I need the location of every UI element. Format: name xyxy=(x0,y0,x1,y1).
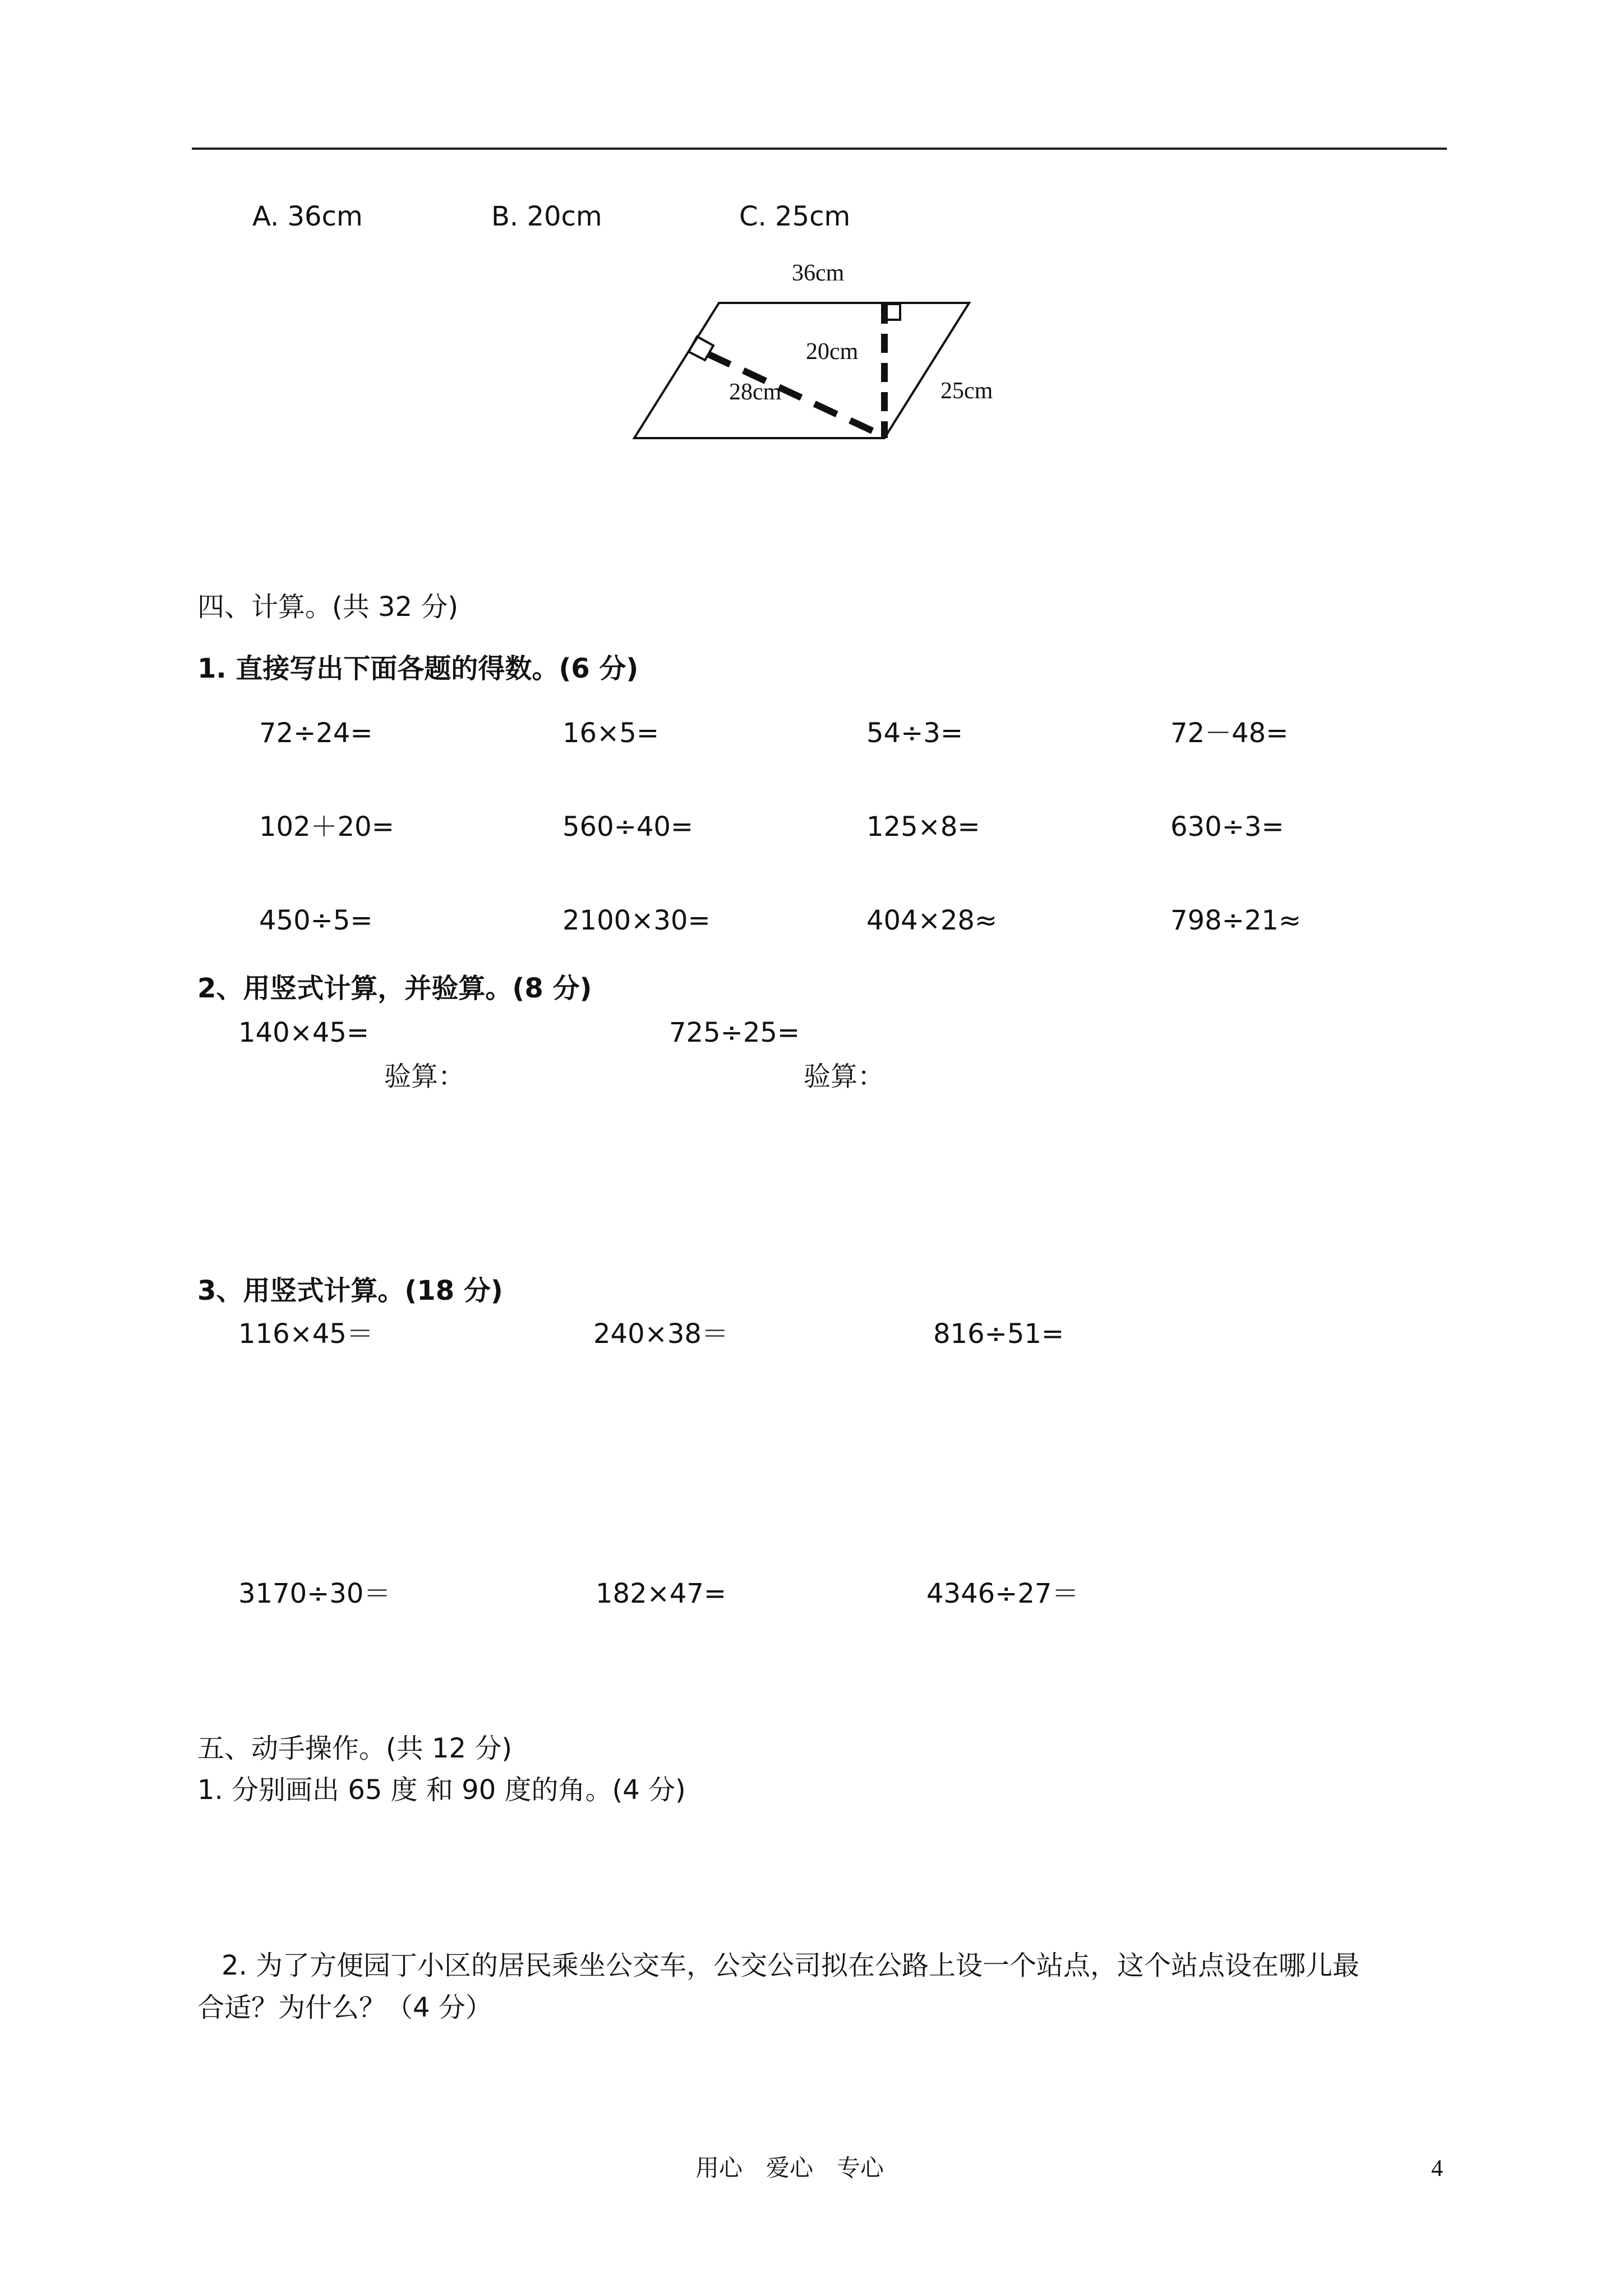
calc-cell: 630÷3= xyxy=(1170,811,1284,843)
label-20cm: 20cm xyxy=(806,339,859,365)
section5-q1: 1. 分别画出 65 度 和 90 度的角。(4 分) xyxy=(197,1774,686,1806)
calc-cell: 16×5= xyxy=(562,717,660,749)
q2-item-2: 725÷25= xyxy=(669,1017,800,1048)
label-25cm: 25cm xyxy=(940,378,993,404)
q3-item: 240×38＝ xyxy=(593,1318,728,1350)
section4-q3-title: 3、用竖式计算。(18 分) xyxy=(197,1275,503,1306)
option-c: C. 25cm xyxy=(739,201,851,232)
option-a: A. 36cm xyxy=(252,201,363,232)
section5-q2-line2: 合适？为什么？（4 分） xyxy=(197,1992,492,2023)
option-b: B. 20cm xyxy=(491,201,602,232)
q3-item: 182×47= xyxy=(596,1578,727,1609)
section4-q2-title: 2、用竖式计算，并验算。(8 分) xyxy=(197,973,592,1004)
calc-cell: 404×28≈ xyxy=(866,905,998,936)
calc-cell: 798÷21≈ xyxy=(1170,905,1302,936)
q3-item: 3170÷30＝ xyxy=(238,1578,391,1609)
section5-q2-line1: 2. 为了方便园丁小区的居民乘坐公交车，公交公司拟在公路上设一个站点，这个站点设在哪儿最 xyxy=(222,1950,1360,1981)
parallelogram-figure xyxy=(617,247,1043,449)
header-rule xyxy=(192,148,1447,150)
calc-cell: 102＋20= xyxy=(259,811,394,843)
calc-cell: 72÷24= xyxy=(259,717,373,749)
calc-cell: 54÷3= xyxy=(866,717,963,749)
q3-item: 4346÷27＝ xyxy=(926,1578,1079,1609)
q3-item: 816÷51= xyxy=(933,1318,1064,1350)
label-36cm: 36cm xyxy=(792,260,845,286)
check-label: 验算： xyxy=(384,1061,465,1092)
section5-title: 五、动手操作。(共 12 分) xyxy=(197,1733,513,1764)
page-number: 4 xyxy=(1431,2156,1443,2182)
calc-cell: 125×8= xyxy=(866,811,980,843)
q3-item: 116×45＝ xyxy=(238,1318,374,1350)
label-28cm: 28cm xyxy=(729,379,782,405)
footer-motto: 用心 爱心 专心 xyxy=(695,2156,884,2182)
check-label: 验算： xyxy=(804,1061,885,1092)
calc-cell: 450÷5= xyxy=(259,905,373,936)
calc-cell: 560÷40= xyxy=(562,811,694,843)
section4-q1-title: 1. 直接写出下面各题的得数。(6 分) xyxy=(197,653,639,684)
parallelogram-outline xyxy=(634,303,969,438)
calc-cell: 72－48= xyxy=(1170,717,1289,749)
calc-cell: 2100×30= xyxy=(562,905,711,936)
section4-title: 四、计算。(共 32 分) xyxy=(197,591,459,623)
q2-item-1: 140×45= xyxy=(238,1017,370,1048)
